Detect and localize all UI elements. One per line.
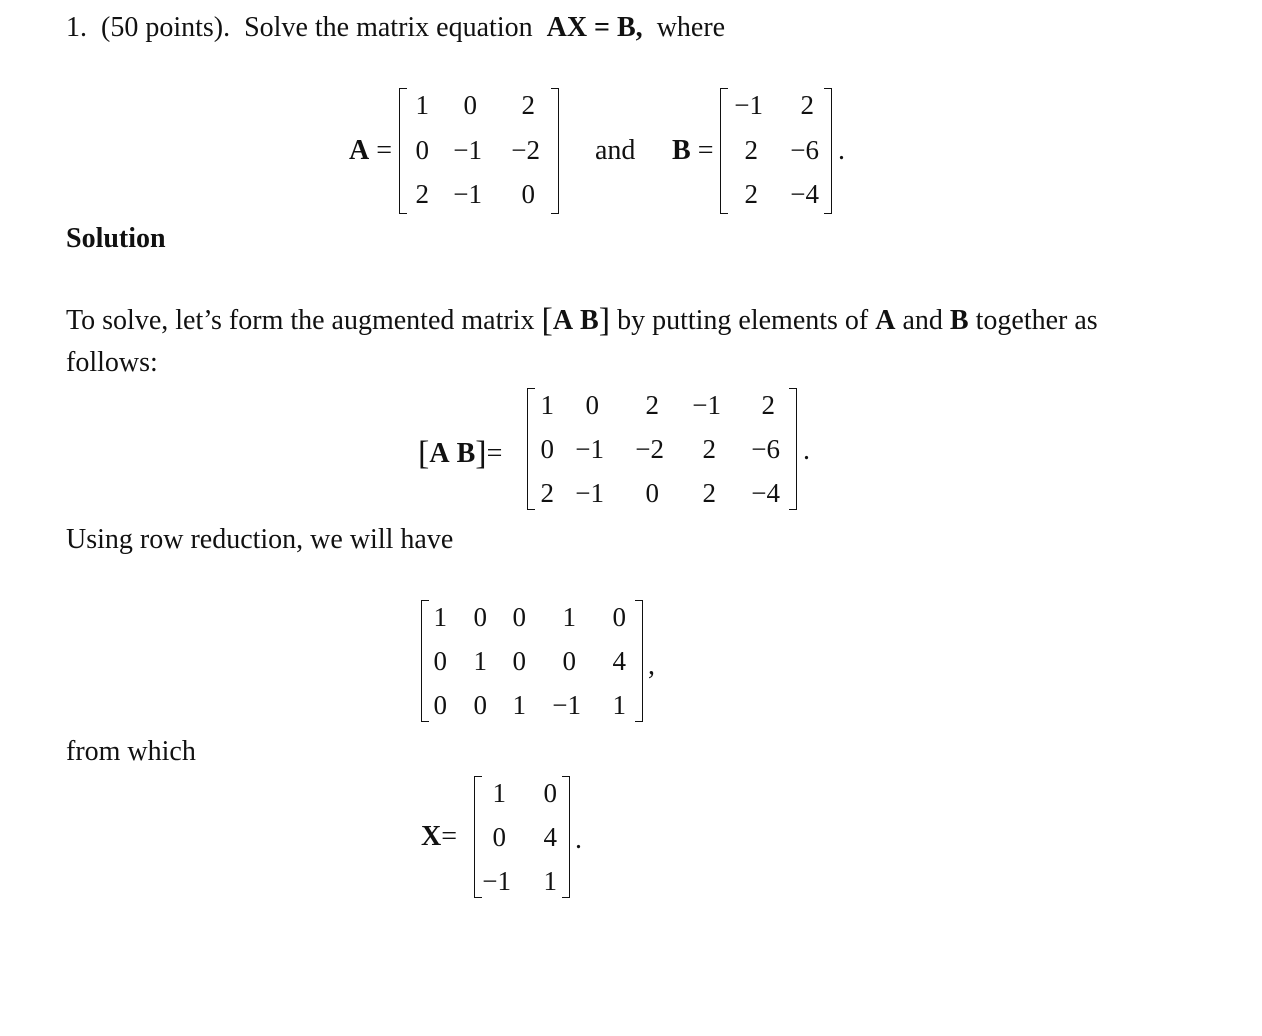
right-bracket xyxy=(789,388,797,510)
connector-and: and xyxy=(595,135,636,166)
right-bracket xyxy=(824,88,832,214)
matrix-cell: 0 xyxy=(612,602,626,632)
intro-text-3: together as xyxy=(975,305,1098,336)
augmented-label-B: B xyxy=(456,438,476,469)
matrix-cell: 2 xyxy=(702,478,716,508)
intro-B: B xyxy=(949,305,969,336)
matrix-cell: 2 xyxy=(800,90,814,120)
matrix-cell: 1 xyxy=(433,602,447,632)
intro-line-1 xyxy=(66,302,1098,339)
matrix-cell: 2 xyxy=(702,434,716,464)
matrix-cell: 0 xyxy=(543,778,557,808)
right-bracket xyxy=(562,776,570,898)
intro-text-1: To solve, let’s form the augmented matrix xyxy=(66,305,535,336)
matrix-cell: 2 xyxy=(744,135,758,165)
matrix-cell: −1 xyxy=(453,135,482,165)
matrix-B xyxy=(720,88,832,214)
right-bracket xyxy=(635,600,643,722)
matrix-cell: 0 xyxy=(473,602,487,632)
matrix-cell: 0 xyxy=(463,90,477,120)
intro-text-2: by putting elements of xyxy=(617,305,869,336)
problem-equation: AX = B, xyxy=(546,12,643,43)
matrix-cell: −1 xyxy=(575,478,604,508)
matrix-cell: 1 xyxy=(415,90,429,120)
intro-aug-B: B xyxy=(580,305,599,336)
matrix-cell: 2 xyxy=(744,179,758,209)
matrix-cell: 1 xyxy=(492,778,506,808)
intro-aug-matrix: [A B] xyxy=(541,302,611,339)
matrix-cell: −2 xyxy=(635,434,664,464)
matrix-A xyxy=(399,88,559,214)
matrix-cell: 1 xyxy=(512,690,526,720)
matrix-cell: 1 xyxy=(543,866,557,896)
matrix-cell: 0 xyxy=(585,390,599,420)
matrix-cell: 0 xyxy=(521,179,535,209)
matrix-cell: −1 xyxy=(453,179,482,209)
reduced-matrix xyxy=(421,600,643,722)
matrix-cell: −1 xyxy=(734,90,763,120)
matrix-cell: 1 xyxy=(473,646,487,676)
intro-A: A xyxy=(875,305,896,336)
matrix-X-label: X xyxy=(421,821,442,852)
problem-points: (50 points). xyxy=(101,12,231,43)
solution-heading: Solution xyxy=(66,223,166,254)
matrix-cell: −1 xyxy=(482,866,511,896)
augmented-trailing: . xyxy=(803,435,810,466)
matrix-cell: −4 xyxy=(751,478,780,508)
matrix-X-trailing: . xyxy=(575,824,582,855)
matrix-cell: 2 xyxy=(761,390,775,420)
row-reduction-text: Using row reduction, we will have xyxy=(66,524,454,555)
matrix-cell: 0 xyxy=(512,646,526,676)
right-bracket xyxy=(551,88,559,214)
matrix-cell: 0 xyxy=(433,690,447,720)
matrix-cell: 0 xyxy=(415,135,429,165)
from-which-text: from which xyxy=(66,736,196,767)
intro-and: and xyxy=(902,305,943,336)
problem-text: Solve the matrix equation xyxy=(244,12,533,43)
matrix-A-label: A xyxy=(349,135,370,166)
matrix-cell: −1 xyxy=(692,390,721,420)
matrix-cell: 0 xyxy=(645,478,659,508)
matrix-B-label: B xyxy=(672,135,691,166)
matrix-cell: 0 xyxy=(433,646,447,676)
intro-line-2: follows: xyxy=(66,347,158,378)
augmented-matrix xyxy=(527,388,797,510)
matrix-cell: −6 xyxy=(790,135,819,165)
matrix-cell: 1 xyxy=(612,690,626,720)
matrix-cell: −2 xyxy=(511,135,540,165)
matrix-X-label-group: X= xyxy=(421,821,458,852)
matrix-cell: 0 xyxy=(540,434,554,464)
matrix-X xyxy=(474,776,570,898)
matrix-cell: 0 xyxy=(512,602,526,632)
matrix-cell: 4 xyxy=(612,646,626,676)
augmented-label: [A B]= xyxy=(418,435,503,472)
problem-statement xyxy=(66,14,725,42)
problem-number: 1. xyxy=(66,12,87,43)
matrix-B-trailing: . xyxy=(838,135,845,166)
matrix-cell: 4 xyxy=(543,822,557,852)
matrix-B-label-group: B = xyxy=(672,135,714,166)
matrix-cell: −4 xyxy=(790,179,819,209)
matrix-A-label-group: A = xyxy=(349,135,393,166)
matrix-cell: 2 xyxy=(521,90,535,120)
matrix-cell: 2 xyxy=(415,179,429,209)
matrix-cell: 2 xyxy=(540,478,554,508)
intro-aug-A: A xyxy=(552,305,574,336)
problem-where: where xyxy=(656,12,726,43)
reduced-trailing: , xyxy=(648,650,655,681)
matrix-cell: 0 xyxy=(492,822,506,852)
matrix-cell: −1 xyxy=(552,690,581,720)
matrix-cell: −1 xyxy=(575,434,604,464)
matrix-cell: 0 xyxy=(473,690,487,720)
matrix-cell: 1 xyxy=(540,390,554,420)
matrix-cell: 1 xyxy=(562,602,576,632)
matrix-cell: 0 xyxy=(562,646,576,676)
matrix-cell: −6 xyxy=(751,434,780,464)
matrix-cell: 2 xyxy=(645,390,659,420)
augmented-label-A: A xyxy=(429,438,450,469)
